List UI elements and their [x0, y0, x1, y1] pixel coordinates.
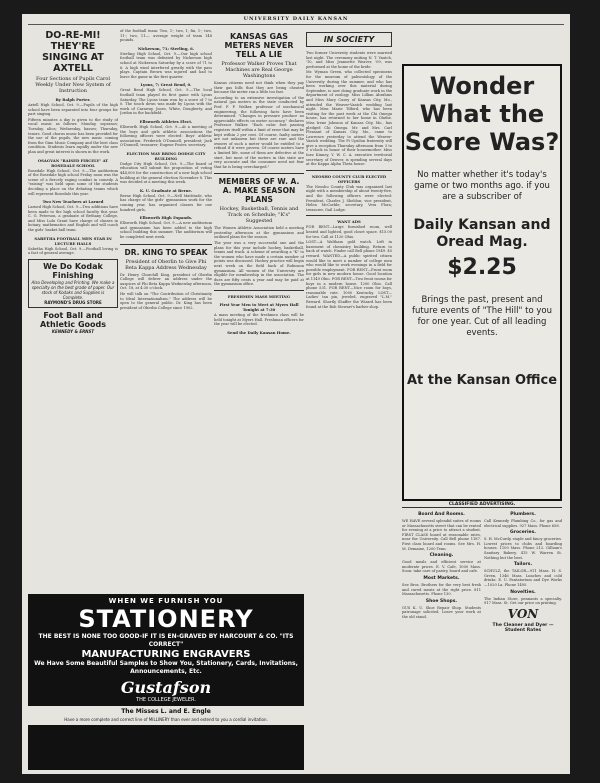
wonder-publication: Daily Kansan and Oread Mag. — [413, 217, 551, 250]
classified-section — [402, 500, 562, 770]
filler-text: Berne High School, Oct. 9.—Nell Mattitude, who has charge of the girls' gymnasium work for the coming year, has organized classes for one hundred girls. — [120, 193, 212, 212]
kodak-ad-store: RAYMOND'S DRUG STORE — [44, 299, 102, 305]
classified-columns — [402, 510, 562, 635]
filler-text: According to an extensive investigation of the natural gas meters in the state conducted by Prof. F. F. Walker, professor of mechanical engineering, the following facts have been determined. "Changes in pressure produce no appreciable effects on meter accuracy," declares Professor Walker. "Each cubic foot passing registers itself within a limit of error that may be kept within 2 per cent. Of course, faulty meters are not unknown but these are rare and the owners of such a meter would be entitled to a refund if it were proven. Of course meters have a limited life, some of them are defective at the start, but most of the meters in this state are very accurate and the consumer need not fear that he is being overcharged." — [214, 95, 304, 169]
classified-category: Tailors. — [513, 562, 533, 568]
article-gas-meters: Kansas citizens need not think when they pay their gas bills that they are being cheated because the meter ran a little too fast. — [214, 81, 304, 95]
filler-text: Sterling High School, Oct. 9.—Our high school football team was defeated by Nickerson high school at Nickerson Saturday by a score of 71 to 6. A high wind interfered greatly with the pass plays. Captain Brown was injured and had to leave the game in the first quarter. — [120, 51, 212, 79]
sub-ellsworth-athletes: Ellsworth Athletes Elect. — [139, 118, 193, 124]
article-society: Two former University students were married last night. The ceremony uniting N. T. Vaatch, '10, and Miss Jeannette Weaver, '09, was performed at the home of the bride. — [306, 51, 392, 69]
classified-category: Groceries. — [510, 530, 536, 536]
classified-col-left — [402, 510, 481, 635]
kodak-ad — [28, 259, 118, 308]
sub-ku-graduate: K. U. Graduate at Berne. — [139, 187, 193, 193]
filler-text: GUS K. U. Shoe Repair Shop. Students patronage solicited. Leave your work at the old stand. — [402, 605, 481, 619]
headline-dr-king: DR. KING TO SPEAK — [120, 244, 212, 257]
stationery-when: WHEN WE FURNISH YOU — [108, 597, 224, 605]
masthead-rule — [28, 24, 564, 25]
send-home-note: Send the Daily Kansan Home. — [227, 329, 291, 335]
classified-category: Board And Rooms. — [418, 512, 465, 517]
filler-text: S. H. McCurdy, staple and fancy groceries. Lowest prices to clubs and boarding houses. 1100 Mass. Phone 212. Gilliam's Sanitary Bakery, 415 W. Warren St. Nothing but the best. — [484, 537, 562, 560]
gustafson-logo: Gustafson — [120, 678, 212, 697]
sub-larned: Two New Teachers at Larned — [42, 199, 104, 205]
classified-col-right — [484, 510, 562, 635]
filler-text: Good meals and efficient service at moderate prices. E. V. Cafe, 1000 Mass. Soon: take care of pastry, board and cafe. — [402, 560, 481, 574]
masthead: UNIVERSITY DAILY KANSAN — [243, 16, 349, 22]
filler-text: A mass meeting of the freshmen class will be held tonight at Myers Hall. Freshman officers for the year will be elected. — [214, 313, 304, 327]
filler-text: The Neosho County Club was organized last night with a membership of about twenty-five, and the following officers were elected: President, Charles J. Sheldon; vice president, Helen McCorkle; secretary, Vera Flora; treasurer, Gail Lodge. — [306, 184, 392, 212]
wonder-price: $2.25 — [447, 255, 517, 280]
sub-neosho: NEOSHO COUNTY CLUB ELECTED OFFICERS — [306, 170, 392, 184]
headline-waa: MEMBERS OF W. A. A. MAKE SEASON PLANS — [214, 173, 304, 204]
stationery-ad — [28, 594, 304, 770]
filler-text: Sabetha High School, Oct. 9.—Football loving is a fact of general average. — [28, 246, 118, 256]
filler-text: LOST—A Waltham gold watch. Left in basement of chemistry building. Return to back of watch. Finder call Bell phone 1949. $5 reward. WANTED—A public spirited citizen would like to meet a number of college men who would like to work evenings in a field for possible employment. FOR RENT—Front room for girls in new modern house. Good location at 1149 Ohio. FOR RENT—Two front rooms for boys in a modern house. 1200 Ohio. Call phone 531. FOR RENT—Nice room for boys, reasonable rate. 1000 Kentucky. LOST—Ladies' tan pin, jeweled, engraved "L.M." Reward. Shortly Shaffer the Wizard has been found at the Bob Stewart's barber shop. — [306, 240, 392, 309]
filler-text: Ellsworth High School, Oct. 9.—At a meeting of the boys and girls athletic associations the following officers were elected: Boys' athletic association: Frederick O'Donnell, president; Jack O'Donnell, treasurer; Eugene Foster, secretary. — [120, 124, 212, 148]
newspaper-page — [22, 14, 570, 774]
kodak-ad-title: We Do Kodak Finishing — [43, 261, 103, 280]
wonder-body-2: Brings the past, present and future events of "The Hill" to you for one year. Cut of all leading events. — [412, 295, 552, 338]
article-football-team: of the football team: Two, 1-; two, 1; fin, 1-; two, 11-; two, 11—. average weight of team 148 pounds. — [120, 29, 212, 43]
wonder-headline: Wonder What the Score Was? — [404, 72, 560, 156]
gustafson-tagline: THE COLLEGE JEWELER. — [136, 697, 196, 703]
filler-text: The Indian Store, pennants a specialty. 917 Mass. St. Get our price on printing. — [484, 596, 562, 606]
classified-category: Novelties. — [510, 589, 536, 595]
kodak-ad-body: Also Developing and Printing. We make a specialty on the best grade of paper. Our stock of Kodaks and Supplies is Complete. — [31, 279, 115, 300]
filler-text: Dodge City High School, Oct. 9.—The board of education will submit the proposition of voting $44,000 for the construction of a new high school building at the general election November 8. This was decided at a meeting this week. — [120, 161, 212, 185]
filler-text: See Bros. Brothers for the very best fresh and cured meats at the right price. 811 Massachusetts. Phone 130. — [402, 582, 481, 597]
filler-text: Great Bend High School, Oct. 9.—The local football team played its first game with Lyons Saturday. The Lyons team won by a score of 7 to 0. The touch down was made by Lyons with the work of Caraway, Jones, White, Dougherty, and Jordon in the backfield. — [120, 88, 212, 116]
want-ad-rent: FOR RENT—Large furnished room, well heated and lighted, good closet space. $15.00 for two. Call at 1120 Ohio. — [306, 225, 392, 239]
football-ad — [28, 311, 118, 334]
sub-nickerson: Nickerson, 71; Sterling, 6. — [137, 45, 195, 51]
filler-text: Ellsworth High School, Oct. 9.—A new auditorium and gymnasium has been added to the high school building this summer. The auditorium will be completed next week. — [120, 221, 212, 239]
deck-axtell: Four Sections of Pupils Carol Weekly Under New System of Instruction — [35, 76, 111, 94]
classified-header: CLASSIFIED ADVERTISING. — [402, 502, 562, 508]
sub-lyons: Lyons, 7; Great Bend, 0. — [140, 82, 192, 88]
stationery-maker: MANUFACTURING ENGRAVERS — [81, 649, 251, 660]
filler-text: Larned High School, Oct. 9.—Two additions have been made to the high school faculty this year. C. G. Peterson, a graduate of Bethany College, and Miss Lulu Grant have charge of classes in botany, mathematics and English and will coach the girls' basket ball team. — [28, 205, 118, 233]
sub-osagvan: OSAGVAN "RAISED FIRCELY" AT ROSEDALE SCHOOL — [37, 157, 109, 168]
headline-axtell: DO-RE-MI! THEY'RE SINGING AT AXTELL — [42, 30, 104, 74]
sub-freshmen-deck: First Year Men to Meet at Myers Hall Tonight at 7:30 — [219, 302, 299, 312]
wonder-footer: At the Kansan Office — [406, 373, 558, 388]
deck-waa: Hockey, Basketball, Tennis and Track on Schedule; "K's" Suggested — [219, 206, 299, 225]
filler-text: Fifteen minutes a day is given to the study of vocal music as follows: Monday, sopranos; Tuesday, altos; Wednesday, basses; Thursday, tenors. Good chorus music has been provided for the use of the pupils, the new music coming from the Ginn Music Company and the best class condition. Students learn rapidly under the new plan and great interest is shown in the work. — [28, 117, 118, 154]
headline-gas-meters: KANSAS GAS METERS NEVER TELL A LIE — [224, 32, 294, 59]
engle-heading: The Misses L. and E. Engle — [28, 706, 304, 717]
filler-text: SCHULZ, the TAILOR—911 Mass. H. S. Green, 1346 Mass. Lunches and cold drinks. E. U. Pantatorium and Dye Works—1020 La. Phone 1495. — [484, 569, 562, 587]
column-4 — [306, 28, 392, 773]
filler-text: Rosedale High School, Oct. 9.—The auditorium of the Rosedale high school Friday noon was the scene of a fiercely raging combat in comedy. A "raising" was held upon some of the students deciding a place on the debating teams which will represent Rosedale this year. — [28, 168, 118, 196]
deck-dr-king: President of Oberlin to Give Phi Beta Kappa Address Wednesday — [125, 258, 207, 271]
filler-text: WE HAVE several splendid suites of rooms or Massachusetts street that can be rented for evening at a price to attract a student. FIRST CLASS board at reasonable rates, near the University. Call Bell phone 1187. First class board and rooms. See Mrs. H. M. Demaine, 1200 Tenn. — [402, 519, 481, 551]
sub-dodge-city: ELECTION MAY BRING DODGE CITY BUILDING — [126, 150, 206, 161]
engle-note: Have a more complete and correct line of MILLINERY than ever and extend to you a cordial invitation. — [28, 717, 304, 725]
sub-freshmen-mass: FRESHMEN MASS MEETING — [214, 290, 304, 299]
stationery-title: STATIONERY — [78, 605, 254, 633]
byline-porter: By Ralph Porter. — [55, 97, 91, 102]
von-logo: VON — [507, 606, 539, 621]
stationery-line2: We Have Some Beautiful Samples to Show You, Stationery, Cards, Invitations, Announcements, Etc. — [34, 660, 298, 675]
filler-text: The year was a very successful one and the plans for this year include hockey, basketball, tennis and track. A scheme of awarding a "K" to the women who have made a certain number of points was discussed. Hockey practice will begin next week on the field back of Robinson gymnasium. All women of the University are eligible for membership in the association. The dues are fifty cents a year and may be paid at the gymnasium office. — [214, 241, 304, 287]
wonder-body: No matter whether it's today's game or two months ago. if you are a subscriber of — [414, 170, 550, 202]
filler-text: Call Kennedy Plumbing Co., for gas and electrical supplies. 927 Mass. Phone 658. — [484, 519, 562, 528]
column-2 — [120, 28, 212, 590]
subscription-ad — [402, 64, 562, 501]
sub-sabetha: SABETHA FOOTBALL MEN STAR IN LECTURE HALLS — [34, 235, 112, 246]
von-subtitle: The Cleaner and Dyer — Student Rates — [492, 622, 554, 633]
filler-text: Mr. Wyman Green, who collected specimens for the museum of paleontology of the University during the summer, and who has been working over this material during September, is now doing graduate work in the department of zoology. Miss Lillian Abrahms and Miss Mary Casey of Kansas City, Mo., attended the Weaver-Vaatch wedding last night. Miss Marie Tilford, who has been visiting for the past week at the Chi Omega house, has returned to her home in Olathe. Miss Irene Johnson of Kansas City, Mo., has pledged Chi Omega. Mr. and Mrs. Carl Pleasant of Kansas City, Mo., came to Lawrence yesterday to attend the Weaver-Vaatch wedding. The Pi Upsilon fraternity will give a reception Thursday afternoon from 3 to 5 o'clock in honor of their housemother. Miss Inez Kinney, Y. W. C. A. executive territorial secretary of Denver, is spending several days at the Kappa Alpha Theta house. — [306, 70, 392, 167]
filler-text: He will talk on "The Contribution of Christianity to Ideal Internationalism." The address will be open to the general public. Dr. King has been president of Oberlin College since 1902. — [120, 291, 212, 310]
classified-category: Shoe Shops. — [425, 598, 458, 604]
article-waa: The Women Athletic Association held a meeting yesterday afternoon at the gymnasium and outlined plans for the season. — [214, 226, 304, 240]
society-header: IN SOCIETY — [306, 32, 392, 47]
column-1 — [28, 28, 118, 590]
football-ad-store: KENNEDY & ERNST — [51, 328, 95, 334]
deck-gas-meters: Professor Walker Proves That Machines are Real George Washingtons — [221, 61, 297, 79]
classified-category: Most Markets. — [423, 575, 460, 581]
classified-category: Cleaning. — [429, 553, 454, 559]
classified-category: Plumbers. — [510, 512, 536, 517]
article-dr-king: Dr. Henry Churchill King, president of Oberlin College will deliver an address under the auspices of Phi Beta Kappa Wednesday afternoon, Oct. 18, at 4:30 o'clock. — [120, 272, 212, 291]
football-ad-title: Foot Ball and Athletic Goods — [39, 310, 107, 329]
want-ads-header: WANT ADS — [306, 215, 392, 224]
article-axtell: Axtell High School, Oct. 9.—Pupils of the high school have been separated into four groups for part singing. — [28, 103, 118, 117]
stationery-line1: THE BEST IS NONE TOO GOOD-IF IT IS EN-GRAVED BY HARCOURT & CO. "ITS CORRECT" — [38, 633, 294, 648]
sub-ellsworth-expands: Ellsworth High Expands. — [139, 215, 193, 221]
